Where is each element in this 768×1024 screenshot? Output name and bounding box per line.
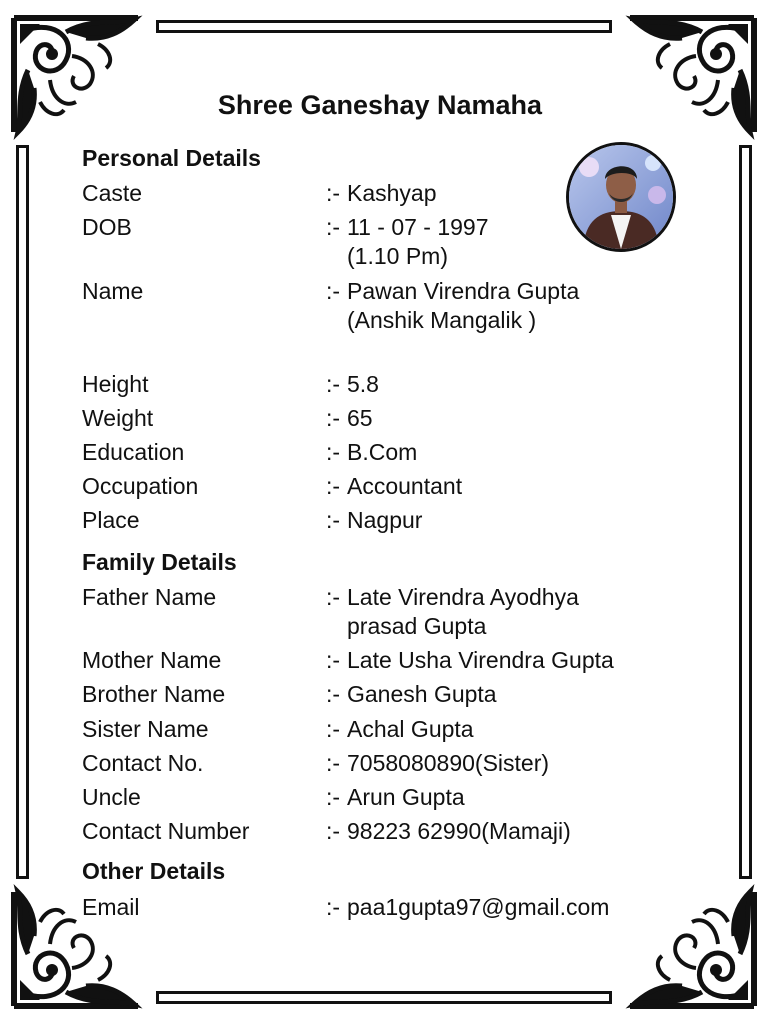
detail-value: Kashyap <box>347 180 437 206</box>
detail-separator: :- <box>326 681 341 707</box>
detail-label: Mother Name <box>82 647 222 673</box>
detail-label: Education <box>82 439 185 465</box>
detail-separator: :- <box>326 371 341 397</box>
detail-value: Ganesh Gupta <box>347 681 497 707</box>
detail-value-continued: prasad Gupta <box>347 613 487 639</box>
border-bottom <box>156 991 612 1004</box>
detail-label: DOB <box>82 214 132 240</box>
detail-label: Height <box>82 371 149 397</box>
detail-value: Late Usha Virendra Gupta <box>347 647 614 673</box>
detail-separator: :- <box>326 647 341 673</box>
detail-value: Pawan Virendra Gupta <box>347 278 580 304</box>
detail-separator: :- <box>326 894 341 920</box>
detail-label: Father Name <box>82 584 217 610</box>
detail-separator: :- <box>326 507 341 533</box>
section-heading-family: Family Details <box>82 549 237 575</box>
detail-label: Contact Number <box>82 818 250 844</box>
detail-label: Uncle <box>82 784 141 810</box>
detail-label: Name <box>82 278 144 304</box>
detail-value: 98223 62990(Mamaji) <box>347 818 571 844</box>
section-heading-personal: Personal Details <box>82 145 261 171</box>
detail-separator: :- <box>326 716 341 742</box>
detail-separator: :- <box>326 784 341 810</box>
detail-label: Weight <box>82 405 154 431</box>
detail-separator: :- <box>326 214 341 240</box>
detail-value: B.Com <box>347 439 418 465</box>
border-right <box>739 145 752 879</box>
detail-value: 5.8 <box>347 371 379 397</box>
detail-separator: :- <box>326 405 341 431</box>
detail-label: Place <box>82 507 140 533</box>
detail-value: Late Virendra Ayodhya <box>347 584 579 610</box>
page-title: Shree Ganeshay Namaha <box>217 90 543 120</box>
section-heading-other: Other Details <box>82 858 226 884</box>
detail-value-continued: (Anshik Mangalik ) <box>347 307 537 333</box>
detail-label: Brother Name <box>82 681 226 707</box>
profile-photo <box>566 142 676 252</box>
detail-separator: :- <box>326 473 341 499</box>
detail-separator: :- <box>326 180 341 206</box>
detail-separator: :- <box>326 818 341 844</box>
person-avatar-icon <box>569 145 673 249</box>
corner-ornament-bottom-right-icon <box>622 884 762 1014</box>
detail-label: Caste <box>82 180 143 206</box>
detail-value: paa1gupta97@gmail.com <box>347 894 610 920</box>
detail-value: Arun Gupta <box>347 784 465 810</box>
detail-value: 65 <box>347 405 373 431</box>
border-left <box>16 145 29 879</box>
detail-separator: :- <box>326 750 341 776</box>
detail-label: Sister Name <box>82 716 209 742</box>
detail-label: Email <box>82 894 140 920</box>
detail-value-continued: (1.10 Pm) <box>347 243 448 269</box>
detail-value: Achal Gupta <box>347 716 474 742</box>
detail-separator: :- <box>326 584 341 610</box>
detail-value: 11 - 07 - 1997 <box>347 214 489 240</box>
detail-value: 7058080890(Sister) <box>347 750 550 776</box>
detail-value: Accountant <box>347 473 463 499</box>
detail-separator: :- <box>326 278 341 304</box>
detail-label: Occupation <box>82 473 199 499</box>
border-top <box>156 20 612 33</box>
detail-separator: :- <box>326 439 341 465</box>
detail-value: Nagpur <box>347 507 423 533</box>
detail-label: Contact No. <box>82 750 204 776</box>
